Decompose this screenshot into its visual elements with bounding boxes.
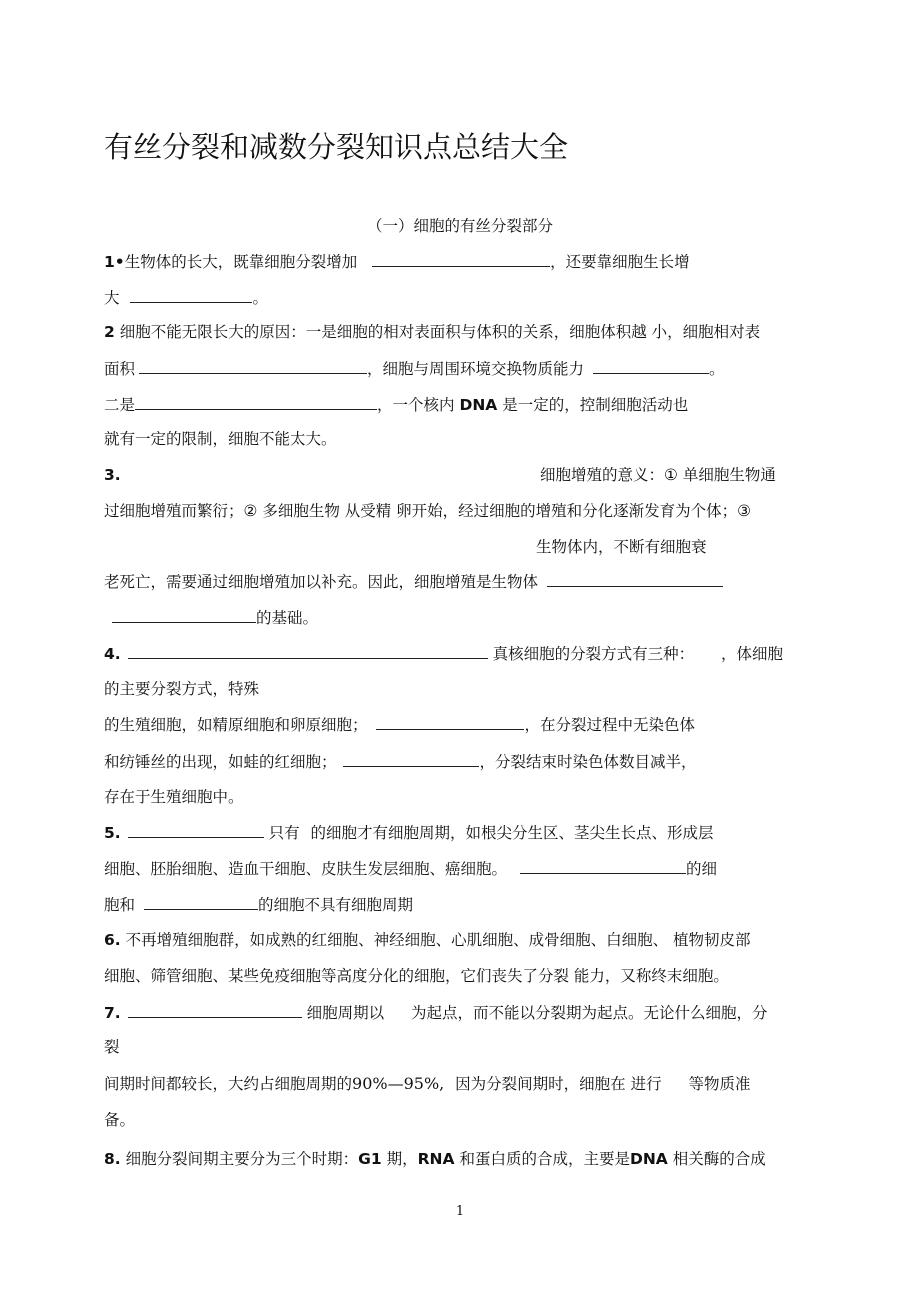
q5-text-e: 胞和 bbox=[104, 896, 136, 914]
q5-blank-1 bbox=[128, 822, 264, 838]
q4-number: 4. bbox=[104, 645, 121, 663]
q1-line-1 bbox=[104, 251, 690, 272]
q8-g1: G1 bbox=[358, 1150, 382, 1168]
q4-line-4 bbox=[104, 751, 696, 772]
q2-text-e: 二是 bbox=[104, 396, 136, 414]
q8-line-1 bbox=[104, 1149, 766, 1169]
q5-text-f: 的细胞不具有细胞周期 bbox=[257, 896, 413, 914]
q4-text-e: ，在分裂过程中无染色体 bbox=[524, 716, 695, 734]
q5-text-b: 的细胞才有细胞周期，如根尖分生区、茎尖生长点、形成层 bbox=[310, 824, 714, 842]
q3-blank-2 bbox=[112, 607, 256, 623]
q2-text-b: 面积 bbox=[104, 360, 136, 378]
q5-number: 5. bbox=[104, 824, 121, 842]
q7-text-h: 备。 bbox=[104, 1111, 136, 1129]
q7-line-1 bbox=[104, 1002, 768, 1023]
q5-text-a: 只有 bbox=[268, 824, 300, 842]
q3-text-a: 细胞增殖的意义：① 单细胞生物通 bbox=[540, 466, 776, 484]
q2-text-d: 。 bbox=[708, 360, 725, 378]
q3-line-4 bbox=[104, 571, 723, 592]
q7-text-a: 细胞周期以 bbox=[306, 1004, 385, 1022]
q1-text-c: 大 bbox=[104, 289, 120, 307]
q3-number: 3. bbox=[104, 466, 121, 484]
q3-text-c: 生物体内，不断有细胞衰 bbox=[536, 538, 707, 556]
q4-blank-3 bbox=[343, 751, 479, 767]
q7-number: 7. bbox=[104, 1004, 121, 1022]
q5-line-2 bbox=[104, 858, 717, 879]
q1-number: 1• bbox=[104, 253, 125, 271]
q2-number: 2 bbox=[104, 323, 115, 341]
q6-text-b: 细胞、筛管细胞、某些免疫细胞等高度分化的细胞，它们丧失了分裂 能力，又称终末细胞。 bbox=[104, 967, 729, 985]
q4-text-g: ，分裂结束时染色体数目减半， bbox=[479, 753, 697, 771]
q2-line-1 bbox=[104, 322, 760, 342]
q7-text-c: 裂 bbox=[104, 1038, 120, 1056]
document-title: 有丝分裂和减数分裂知识点总结大全 bbox=[104, 130, 569, 164]
q5-line-1 bbox=[104, 822, 714, 843]
q8-text-c: 期， bbox=[386, 1150, 418, 1168]
q7-text-b: 为起点，而不能以分裂期为起点。无论什么细胞，分 bbox=[411, 1004, 768, 1022]
q4-text-f: 和纺锤丝的出现，如蛙的红细胞； bbox=[104, 753, 337, 771]
q2-text-h: 是一定的，控制细胞活动也 bbox=[502, 396, 689, 414]
q4-blank-2 bbox=[376, 714, 524, 730]
q8-text-g: 相关酶的合成 bbox=[672, 1150, 766, 1168]
q7-line-3 bbox=[104, 1074, 751, 1094]
q7-percent: 90%—95%, bbox=[352, 1074, 445, 1093]
q5-line-3 bbox=[104, 894, 413, 915]
q2-blank-3 bbox=[135, 394, 377, 410]
q8-dna: DNA bbox=[629, 1150, 668, 1168]
q7-text-d: 间期时间都较长，大约占细胞周期的 bbox=[104, 1075, 353, 1093]
q2-line-2 bbox=[104, 358, 724, 379]
q1-line-2 bbox=[104, 287, 268, 308]
q2-text-i: 就有一定的限制，细胞不能太大。 bbox=[104, 430, 337, 448]
q3-text-b: 过细胞增殖而繁衍；② 多细胞生物 从受精 卵开始，经过细胞的增殖和分化逐渐发育为个体；③ bbox=[104, 502, 752, 520]
q5-text-d: 的细 bbox=[685, 860, 717, 878]
q7-text-f: 因为分裂间期时，细胞在 进行 bbox=[455, 1075, 662, 1093]
q2-dna: DNA bbox=[459, 396, 498, 414]
q7-blank-1 bbox=[128, 1002, 302, 1018]
q1-text-a: 生物体的长大，既靠细胞分裂增加 bbox=[124, 253, 358, 271]
q1-blank-1 bbox=[372, 251, 550, 267]
q4-line-1 bbox=[104, 643, 783, 664]
section-heading: （一）细胞的有丝分裂部分 bbox=[366, 217, 553, 235]
q7-text-g: 等物质准 bbox=[688, 1075, 751, 1093]
q2-line-3 bbox=[104, 394, 688, 415]
q5-text-c: 细胞、胚胎细胞、造血干细胞、皮肤生发层细胞、癌细胞。 bbox=[104, 860, 508, 878]
q2-text-c: ，细胞与周围环境交换物质能力 bbox=[367, 360, 585, 378]
q4-text-c: 的主要分裂方式，特殊 bbox=[104, 680, 260, 698]
q2-blank-1 bbox=[139, 358, 367, 374]
q2-text-a: 细胞不能无限长大的原因：一是细胞的相对表面积与体积的关系，细胞体积越 小，细胞相对表 bbox=[119, 323, 761, 341]
q6-text-a: 不再增殖细胞群，如成熟的红细胞、神经细胞、心肌细胞、成骨细胞、白细胞、 植物韧皮部 bbox=[125, 931, 751, 949]
q1-blank-2 bbox=[130, 287, 252, 303]
q5-blank-3 bbox=[144, 894, 258, 910]
q3-line-5 bbox=[112, 607, 318, 628]
q6-number: 6. bbox=[104, 931, 121, 949]
q4-text-a: 真核细胞的分裂方式有三种： bbox=[492, 645, 695, 663]
q4-blank-1 bbox=[128, 643, 488, 659]
q2-text-f: ，一个核内 bbox=[377, 396, 455, 414]
q4-text-d: 的生殖细胞，如精原细胞和卵原细胞； bbox=[104, 716, 368, 734]
q4-line-3 bbox=[104, 714, 695, 735]
q2-blank-2 bbox=[593, 358, 709, 374]
q1-text-d: 。 bbox=[252, 289, 268, 307]
q3-blank-1 bbox=[547, 571, 723, 587]
q3-text-e: 的基础。 bbox=[256, 609, 319, 627]
q1-text-b: ，还要靠细胞生长增 bbox=[550, 253, 690, 271]
q8-rna: RNA bbox=[417, 1150, 455, 1168]
q2-line-4 bbox=[104, 429, 337, 449]
page-number: 1 bbox=[455, 1204, 465, 1219]
q4-text-h: 存在于生殖细胞中。 bbox=[104, 788, 244, 806]
q8-text-a: 细胞分裂间期主要分为三个时期： bbox=[125, 1150, 359, 1168]
q5-blank-2 bbox=[520, 858, 686, 874]
q8-text-e: 和蛋白质的合成，主要是 bbox=[459, 1150, 630, 1168]
q6-line-1 bbox=[104, 930, 751, 950]
q3-text-d: 老死亡，需要通过细胞增殖加以补充。因此，细胞增殖是生物体 bbox=[104, 573, 539, 591]
q8-number: 8. bbox=[104, 1150, 121, 1168]
q4-text-b: ，体细胞 bbox=[721, 645, 784, 663]
